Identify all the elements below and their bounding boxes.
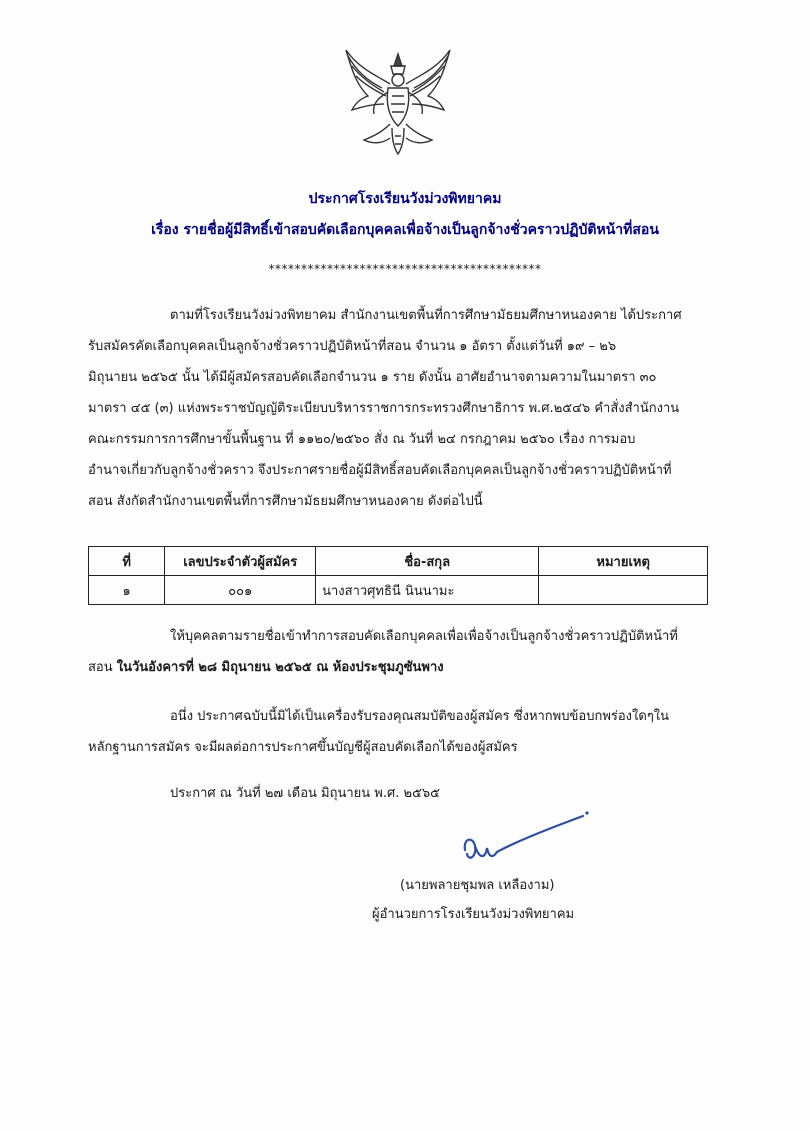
paragraph-disclaimer <box>88 701 718 763</box>
paragraph-line: หลักฐานการสมัคร จะมีผลต่อการประกาศขึ้นบัญชีผู้สอบคัดเลือกได้ของผู้สมัคร <box>88 740 518 755</box>
document-subject: เรื่อง รายชื่อผู้มีสิทธิ์เข้าสอบคัดเลือกบุคคลเพื่อจ้างเป็นลูกจ้างชั่วคราวปฏิบัติหน้าที่สอน <box>151 222 659 238</box>
header-remarks: หมายเหตุ <box>539 547 708 576</box>
header-number: ที่ <box>89 547 165 576</box>
header-applicant-id: เลขประจำตัวผู้สมัคร <box>165 547 316 576</box>
handwritten-signature <box>455 808 595 878</box>
header-full-name: ชื่อ-สกุล <box>316 547 539 576</box>
document-title: ประกาศโรงเรียนวังม่วงพิทยาคม <box>308 191 502 207</box>
signer-position: ผู้อำนวยการโรงเรียนวังม่วงพิทยาคม <box>372 907 575 922</box>
paragraph-exam-schedule <box>88 621 718 683</box>
exam-date-location: ในวันอังคารที่ ๒๘ มิถุนายน ๒๕๖๕ ณ ห้องประชุมภูซันพาง <box>116 660 444 675</box>
announce-date-line: ประกาศ ณ วันที่ ๒๗ เดือน มิถุนายน พ.ศ. ๒๕๖๕ <box>170 786 441 801</box>
paragraph-line <box>88 652 718 683</box>
paragraph-line: ตามที่โรงเรียนวังม่วงพิทยาคม สำนักงานเขตพื้นที่การศึกษามัธยมศึกษาหนองคาย ได้ประกาศ <box>170 308 682 323</box>
cell-full-name: นางสาวศุทธินี นินนามะ <box>316 576 539 605</box>
table-header-row <box>89 547 708 576</box>
paragraph-line: อนึ่ง ประกาศฉบับนี้มิได้เป็นเครื่องรับรองคุณสมบัติของผู้สมัคร ซึ่งหากพบข้อบกพร่องใดๆใน <box>170 709 670 724</box>
paragraph-intro <box>88 300 718 517</box>
separator-line: ****************************************** <box>268 262 542 276</box>
paragraph-line: สอน สังกัดสำนักงานเขตพื้นที่การศึกษามัธยมศึกษาหนองคาย ดังต่อไปนี้ <box>88 494 483 509</box>
paragraph-line: รับสมัครคัดเลือกบุคคลเป็นลูกจ้างชั่วคราวปฏิบัติหน้าที่สอน จำนวน ๑ อัตรา ตั้งแต่วันที่ ๑๙ – ๒๖ <box>88 339 617 354</box>
paragraph-line: มาตรา ๔๕ (๓) แห่งพระราชบัญญัติระเบียบบริหารราชการกระทรวงศึกษาธิการ พ.ศ.๒๕๔๖ คำสั่งสำนักงาน <box>88 401 680 416</box>
paragraph-line: คณะกรรมการการศึกษาขั้นพื้นฐาน ที่ ๑๑๒๐/๒๕๖๐ สั่ง ณ วันที่ ๒๔ กรกฎาคม ๒๕๖๐ เรื่อง การมอบ <box>88 432 636 447</box>
applicants-table <box>88 546 708 605</box>
cell-applicant-id: ๐๐๑ <box>165 576 316 605</box>
paragraph-line: ให้บุคคลตามรายชื่อเข้าทำการสอบคัดเลือกบุคคลเพื่อเพื่อจ้างเป็นลูกจ้างชั่วคราวปฏิบัติหน้าที่ <box>170 629 678 644</box>
garuda-emblem-icon <box>338 40 458 158</box>
schedule-prefix: สอน <box>88 660 117 675</box>
announce-date <box>88 778 718 809</box>
cell-remarks <box>539 576 708 605</box>
cell-number: ๑ <box>89 576 165 605</box>
paragraph-line: อำนาจเกี่ยวกับลูกจ้างชั่วคราว จึงประกาศรายชื่อผู้มีสิทธิ์สอบคัดเลือกบุคคลเป็นลูกจ้างชั่วคราวปฏิบัติหน้าที่ <box>88 463 672 478</box>
paragraph-line: มิถุนายน ๒๕๖๕ นั้น ได้มีผู้สมัครสอบคัดเลือกจำนวน ๑ ราย ดังนั้น อาศัยอำนาจตามความในมาตรา ๓๐ <box>88 370 657 385</box>
table-row <box>89 576 708 605</box>
signer-name: (นายพลายชุมพล เหลืองาม) <box>400 878 555 893</box>
